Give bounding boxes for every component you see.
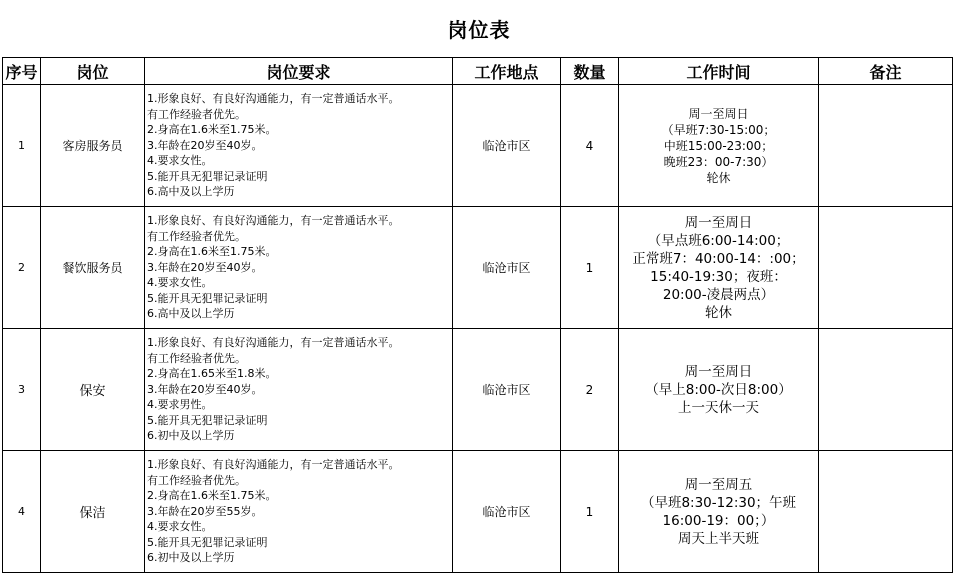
table-row — [3, 329, 953, 451]
hours-line: 轮休 — [706, 170, 731, 185]
hours-line: 周一至周日 — [684, 214, 753, 231]
requirement-line: 6.初中及以上学历 — [147, 551, 235, 565]
requirement-line: 4.要求女性。 — [147, 520, 213, 534]
cell-no[interactable]: 3 — [3, 329, 41, 451]
cell-position[interactable]: 保洁 — [41, 451, 145, 573]
cell-quantity[interactable]: 4 — [561, 85, 619, 207]
hours-line: （早点班6:00-14:00； — [647, 232, 790, 249]
requirement-line: 4.要求男性。 — [147, 398, 213, 412]
cell-remark[interactable] — [819, 207, 953, 329]
requirement-line: 6.高中及以上学历 — [147, 185, 235, 199]
hours-line: 周一至周日 — [688, 106, 749, 121]
requirement-line: 有工作经验者优先。 — [147, 229, 246, 243]
cell-position[interactable]: 餐饮服务员 — [41, 207, 145, 329]
cell-remark[interactable] — [819, 85, 953, 207]
hours-line: （早上8:00-次日8:00） — [645, 381, 792, 398]
cell-hours[interactable] — [619, 85, 819, 207]
cell-hours[interactable] — [619, 207, 819, 329]
hours-line: 15:40-19:30；夜班： — [650, 268, 787, 285]
hours-line: 中班15:00-23:00； — [663, 138, 774, 153]
header-position: 岗位 — [41, 58, 145, 85]
header-row — [3, 58, 953, 85]
table-row — [3, 451, 953, 573]
header-remark: 备注 — [819, 58, 953, 85]
hours-line: 轮休 — [705, 304, 732, 321]
table-row — [3, 85, 953, 207]
requirement-line: 有工作经验者优先。 — [147, 473, 246, 487]
requirement-line: 有工作经验者优先。 — [147, 107, 246, 121]
cell-remark[interactable] — [819, 451, 953, 573]
requirement-line: 1.形象良好、有良好沟通能力，有一定普通话水平。 — [147, 92, 400, 106]
header-hours: 工作时间 — [619, 58, 819, 85]
requirement-line: 1.形象良好、有良好沟通能力，有一定普通话水平。 — [147, 458, 400, 472]
hours-line: 周一至周日 — [684, 363, 753, 380]
hours-line: 上一天休一天 — [678, 399, 759, 416]
cell-position[interactable]: 保安 — [41, 329, 145, 451]
requirement-line: 3.年龄在20岁至55岁。 — [147, 504, 263, 518]
table-row — [3, 207, 953, 329]
hours-line: 周一至周五 — [684, 476, 753, 493]
hours-line: （早班8:30-12:30；午班 — [640, 494, 797, 511]
requirement-line: 6.高中及以上学历 — [147, 307, 235, 321]
requirement-line: 有工作经验者优先。 — [147, 351, 246, 365]
hours-line: 晚班23：00-7:30） — [663, 154, 774, 169]
requirement-line: 3.年龄在20岁至40岁。 — [147, 138, 263, 152]
cell-location[interactable]: 临沧市区 — [453, 329, 561, 451]
cell-quantity[interactable]: 1 — [561, 451, 619, 573]
hours-line: （早班7:30-15:00； — [661, 122, 776, 137]
cell-requirements[interactable] — [145, 451, 453, 573]
header-location: 工作地点 — [453, 58, 561, 85]
requirement-line: 1.形象良好、有良好沟通能力，有一定普通话水平。 — [147, 336, 400, 350]
requirement-line: 2.身高在1.65米至1.8米。 — [147, 367, 277, 381]
cell-remark[interactable] — [819, 329, 953, 451]
cell-quantity[interactable]: 2 — [561, 329, 619, 451]
cell-requirements[interactable] — [145, 85, 453, 207]
cell-no[interactable]: 2 — [3, 207, 41, 329]
cell-no[interactable]: 4 — [3, 451, 41, 573]
requirement-line: 5.能开具无犯罪记录证明 — [147, 413, 268, 427]
hours-line: 周天上半天班 — [678, 530, 759, 547]
job-table — [2, 57, 953, 573]
header-no: 序号 — [3, 58, 41, 85]
header-requirements: 岗位要求 — [145, 58, 453, 85]
cell-requirements[interactable] — [145, 207, 453, 329]
requirement-line: 2.身高在1.6米至1.75米。 — [147, 123, 277, 137]
cell-position[interactable]: 客房服务员 — [41, 85, 145, 207]
cell-no[interactable]: 1 — [3, 85, 41, 207]
cell-location[interactable]: 临沧市区 — [453, 451, 561, 573]
requirement-line: 3.年龄在20岁至40岁。 — [147, 260, 263, 274]
hours-line: 20:00-凌晨两点） — [662, 286, 775, 303]
requirement-line: 1.形象良好、有良好沟通能力，有一定普通话水平。 — [147, 214, 400, 228]
cell-quantity[interactable]: 1 — [561, 207, 619, 329]
requirement-line: 2.身高在1.6米至1.75米。 — [147, 489, 277, 503]
requirement-line: 5.能开具无犯罪记录证明 — [147, 169, 268, 183]
hours-line: 正常班7：40:00-14：:00； — [632, 250, 805, 267]
sheet-title: 岗位表 — [447, 18, 511, 42]
requirement-line: 5.能开具无犯罪记录证明 — [147, 291, 268, 305]
requirement-line: 2.身高在1.6米至1.75米。 — [147, 245, 277, 259]
requirement-line: 5.能开具无犯罪记录证明 — [147, 535, 268, 549]
header-quantity: 数量 — [561, 58, 619, 85]
requirement-line: 4.要求女性。 — [147, 276, 213, 290]
requirement-line: 4.要求女性。 — [147, 154, 213, 168]
cell-hours[interactable] — [619, 329, 819, 451]
requirement-line: 6.初中及以上学历 — [147, 429, 235, 443]
cell-location[interactable]: 临沧市区 — [453, 207, 561, 329]
requirement-line: 3.年龄在20岁至40岁。 — [147, 382, 263, 396]
cell-requirements[interactable] — [145, 329, 453, 451]
cell-location[interactable]: 临沧市区 — [453, 85, 561, 207]
hours-line: 16:00-19：00；） — [662, 512, 775, 529]
cell-hours[interactable] — [619, 451, 819, 573]
